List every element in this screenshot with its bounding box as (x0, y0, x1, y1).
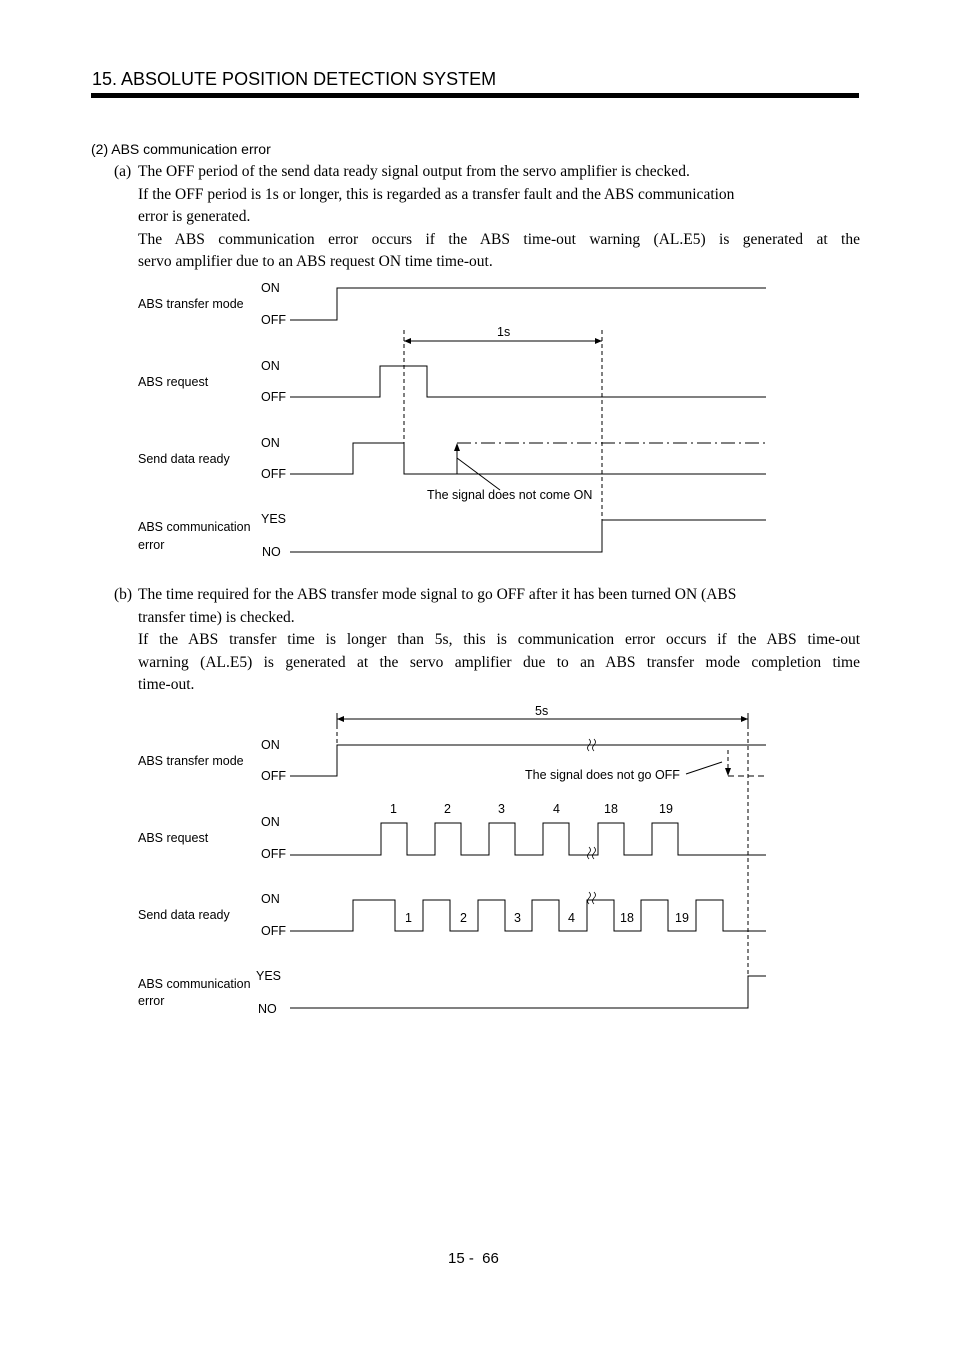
ready-pulse-number: 19 (675, 911, 689, 925)
request-pulse-number: 4 (553, 802, 560, 816)
paragraph-a-line-4: The ABS communication error occurs if the ABS time-out warning (AL.E5) is generated at the (138, 230, 860, 248)
label-a-send-ready: Send data ready (138, 452, 230, 466)
interval-b-arrow-right (741, 716, 748, 722)
level-a-transfer-off: OFF (261, 313, 286, 327)
level-b-ready-on: ON (261, 892, 280, 906)
interval-a-label: 1s (497, 325, 511, 339)
paragraph-b-line-1: The time required for the ABS transfer mode signal to go OFF after it has been turned ON (ABS (138, 586, 737, 603)
level-a-ready-off: OFF (261, 467, 286, 481)
paragraph-a-line-5: servo amplifier due to an ABS request ON time time-out. (138, 253, 493, 270)
level-a-error-yes: YES (261, 512, 287, 526)
annotation-b-leader (686, 762, 722, 774)
level-a-request-on: ON (261, 359, 280, 373)
label-b-transfer-mode: ABS transfer mode (138, 754, 244, 768)
interval-b-arrow-left (337, 716, 344, 722)
level-b-transfer-off: OFF (261, 769, 286, 783)
paragraph-a-label: (a) (114, 163, 132, 180)
chapter-title: 15. ABSOLUTE POSITION DETECTION SYSTEM (92, 69, 497, 89)
ready-pulse-number: 2 (460, 911, 467, 925)
paragraph-b-line-4: warning (AL.E5) is generated at the servo amplifier due to an ABS transfer mode completion time (138, 653, 860, 671)
waveform-b-comm-error (290, 976, 766, 1008)
paragraph-b-line-2: transfer time) is checked. (138, 608, 295, 626)
paragraph-b-line-3: If the ABS transfer time is longer than 5s, this is communication error occurs if the ABS time-out (138, 631, 860, 648)
request-pulse-number: 18 (604, 802, 618, 816)
ready-pulse-number: 3 (514, 911, 521, 925)
label-b-send-ready: Send data ready (138, 908, 230, 922)
level-b-error-yes: YES (256, 969, 282, 983)
paragraph-b-label: (b) (114, 586, 133, 603)
label-b-comm-error-1: ABS communication (138, 977, 251, 991)
paragraph-a-line-3: error is generated. (138, 208, 251, 225)
annotation-b-arrow (725, 768, 731, 776)
level-b-error-no: NO (258, 1002, 277, 1016)
paragraph-a-line-1: The OFF period of the send data ready signal output from the servo amplifier is checked. (138, 163, 690, 180)
label-a-comm-error-2: error (138, 538, 165, 552)
level-a-error-no: NO (262, 545, 281, 559)
request-pulse-number: 19 (659, 802, 673, 816)
section-heading: (2) ABS communication error (91, 141, 271, 157)
break-marks (588, 739, 596, 904)
level-a-transfer-on: ON (261, 281, 280, 295)
ready-pulse-number: 1 (405, 911, 412, 925)
interval-b-label: 5s (535, 704, 549, 718)
waveform-b-request (290, 823, 766, 855)
level-b-request-on: ON (261, 815, 280, 829)
level-b-transfer-on: ON (261, 738, 280, 752)
paragraph-b-line-5: time-out. (138, 676, 195, 693)
paragraph-a-line-2: If the OFF period is 1s or longer, this is regarded as a transfer fault and the ABS communication (138, 185, 735, 203)
waveform-b-send-ready (290, 900, 766, 931)
level-b-ready-off: OFF (261, 924, 286, 938)
level-a-request-off: OFF (261, 390, 286, 404)
label-a-request: ABS request (138, 375, 209, 389)
request-pulse-number: 2 (444, 802, 451, 816)
level-a-ready-on: ON (261, 436, 280, 450)
page-number: 15 - 66 (448, 1250, 499, 1267)
label-a-transfer-mode: ABS transfer mode (138, 297, 244, 311)
label-b-comm-error-2: error (138, 994, 165, 1008)
ready-pulse-number: 18 (620, 911, 634, 925)
annotation-a-text: The signal does not come ON (427, 488, 593, 502)
annotation-b-text: The signal does not go OFF (525, 768, 680, 782)
label-a-comm-error-1: ABS communication (138, 520, 251, 534)
request-pulse-number: 3 (498, 802, 505, 816)
level-b-request-off: OFF (261, 847, 286, 861)
ready-pulse-number: 4 (568, 911, 575, 925)
label-b-request: ABS request (138, 831, 209, 845)
request-pulse-number: 1 (390, 802, 397, 816)
